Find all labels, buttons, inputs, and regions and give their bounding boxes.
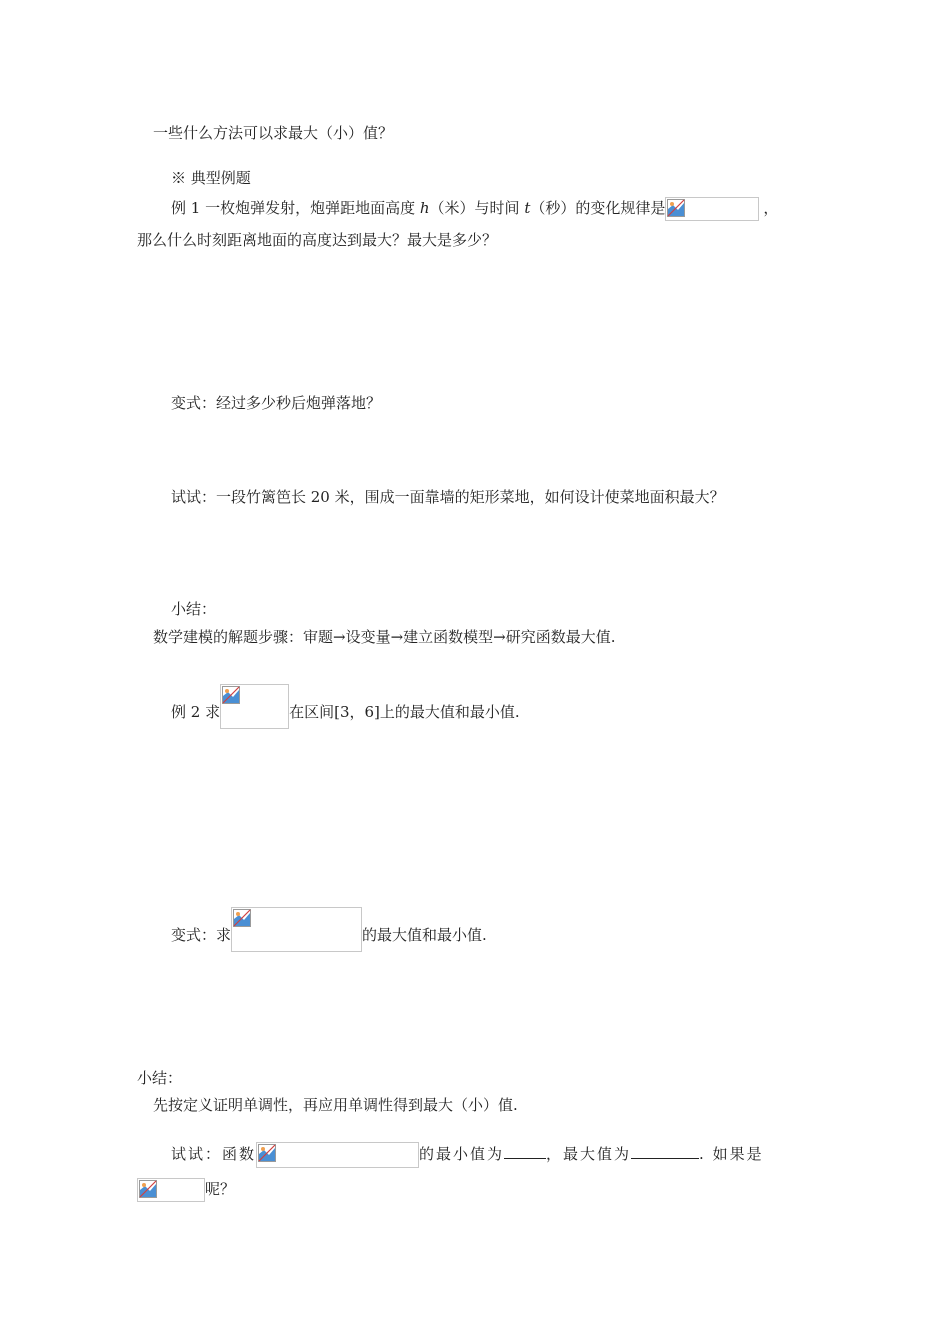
example1-line1 <box>171 197 778 221</box>
example2-text-b: 在区间[3，6]上的最大值和最小值. <box>289 703 520 721</box>
formula-image-placeholder <box>665 197 759 221</box>
formula-image-placeholder <box>220 684 289 729</box>
try2-text-e: 呢？ <box>205 1180 236 1198</box>
formula-image-placeholder <box>231 907 362 952</box>
example1-line2: 那么什么时刻距离地面的高度达到最大？最大是多少？ <box>137 231 498 249</box>
broken-image-icon <box>233 909 251 927</box>
intro-question: 一些什么方法可以求最大（小）值？ <box>153 124 394 142</box>
example1-text-c: （秒）的变化规律是 <box>530 199 666 217</box>
section-title: ※ 典型例题 <box>171 169 251 187</box>
try2-text-b: 的最小值为 <box>419 1145 505 1163</box>
try1: 试试：一段竹篱笆长 20 米，围成一面靠墙的矩形菜地，如何设计使菜地面积最大？ <box>171 488 725 506</box>
example2-line <box>171 684 520 729</box>
broken-image-icon <box>222 686 240 704</box>
broken-image-icon <box>139 1180 157 1198</box>
broken-image-icon <box>667 199 685 217</box>
variant2-text-a: 变式：求 <box>171 926 232 944</box>
try2-text-a: 试试：函数 <box>171 1145 257 1163</box>
try2-line2 <box>137 1178 235 1202</box>
example1-text-a: 例 1 一枚炮弹发射，炮弹距地面高度 <box>171 199 420 217</box>
example2-text-a: 例 2 求 <box>171 703 221 721</box>
var-h: h <box>419 199 430 217</box>
formula-image-placeholder <box>256 1142 419 1168</box>
summary1-label: 小结： <box>171 600 217 618</box>
summary2-text: 先按定义证明单调性，再应用单调性得到最大（小）值. <box>153 1096 518 1114</box>
min-value-blank <box>504 1144 546 1159</box>
try2-line <box>171 1142 764 1168</box>
try2-text-d: . 如果是 <box>699 1145 764 1163</box>
example1-text-d: ， <box>763 199 779 217</box>
variant2-text-b: 的最大值和最小值. <box>362 926 487 944</box>
summary1-text: 数学建模的解题步骤：审题→设变量→建立函数模型→研究函数最大值. <box>153 628 616 646</box>
example1-text-b: （米）与时间 <box>429 199 525 217</box>
formula-image-placeholder <box>137 1178 205 1202</box>
variant2-line <box>171 907 487 952</box>
var-t: t <box>524 199 531 217</box>
max-value-blank <box>631 1144 699 1159</box>
broken-image-icon <box>258 1144 276 1162</box>
variant1: 变式：经过多少秒后炮弹落地？ <box>171 394 382 412</box>
summary2-label: 小结： <box>137 1069 183 1087</box>
try2-text-c: ，最大值为 <box>546 1145 632 1163</box>
